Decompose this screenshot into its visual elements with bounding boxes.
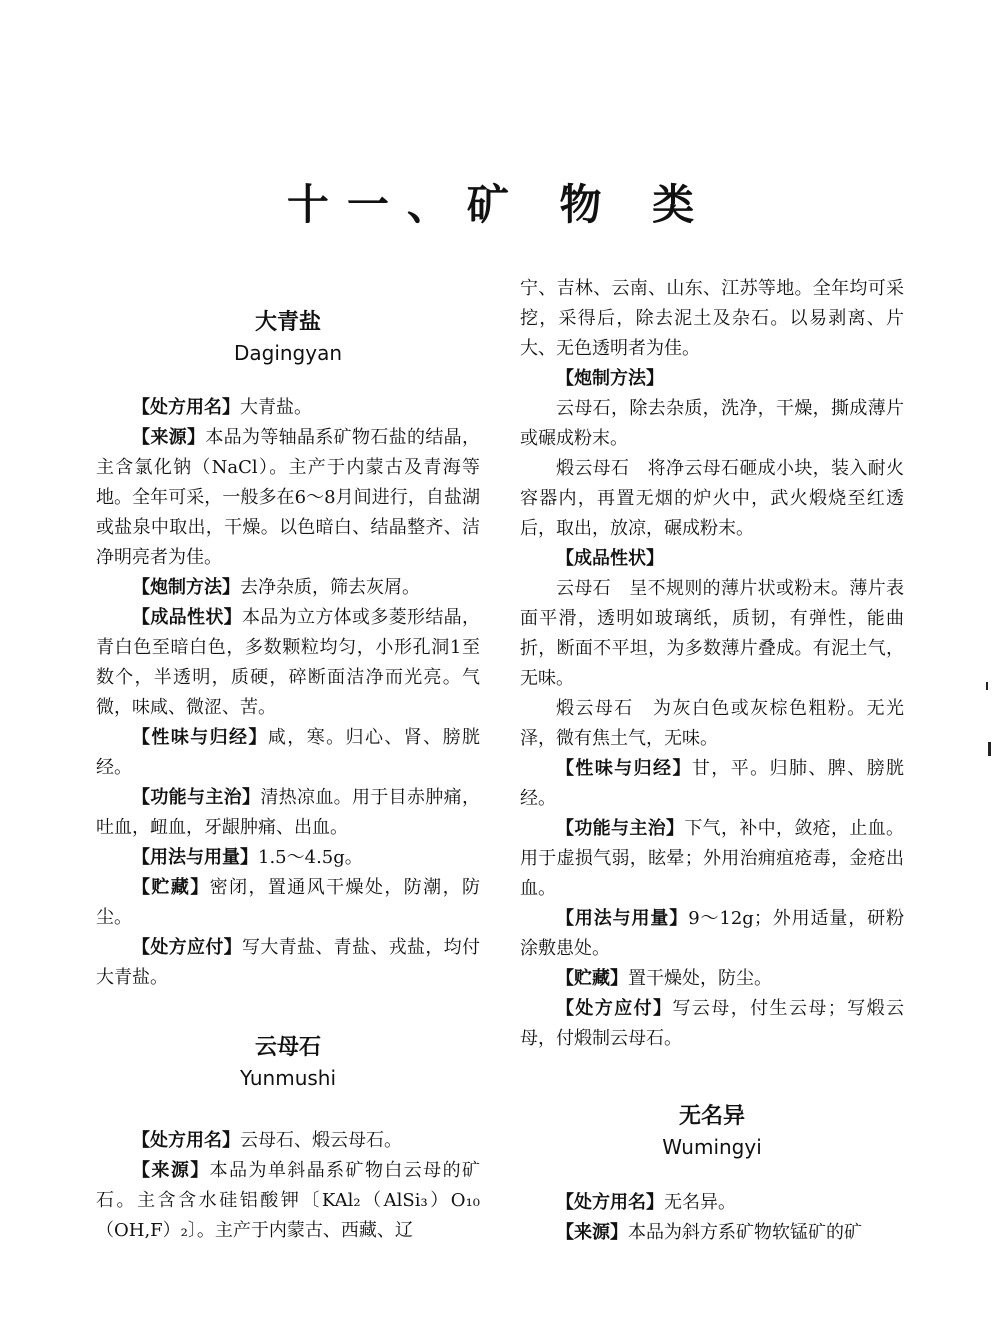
section-label: 【来源】 — [556, 1222, 628, 1243]
scan-mark — [986, 682, 988, 690]
section-text: 本品为等轴晶系矿物石盐的结晶，主含氯化钠（NaCl）。主产于内蒙古及青海等地。全年可采，一般多在6～8月间进行，自盐湖或盐泉中取出，干燥。以色暗白、结晶整齐、洁净明亮者为佳。 — [96, 427, 481, 568]
section-label: 【成品性状】 — [132, 607, 242, 628]
entry-body-dagingyan — [96, 393, 480, 993]
entry-heading-wumingyi — [520, 1102, 904, 1162]
entry-name-cn: 无名异 — [678, 1104, 745, 1129]
section-label: 【性味与归经】 — [556, 758, 692, 779]
paragraph — [520, 754, 904, 814]
section-text: 写云母，付生云母；写煅云母，付煅制云母石。 — [520, 998, 905, 1049]
section-text: 无名异。 — [664, 1192, 736, 1213]
paragraph — [96, 783, 480, 843]
paragraph: 云母石 呈不规则的薄片状或粉末。薄片表面平滑，透明如玻璃纸，质韧，有弹性，能曲折，断面不平坦，为多数薄片叠成。有泥土气，无味。 — [520, 578, 904, 689]
section-label: 【炮制方法】 — [556, 368, 664, 389]
entry-body-yunmushi-continued — [520, 274, 904, 1054]
scan-mark — [988, 742, 991, 756]
section-label: 【炮制方法】 — [132, 577, 240, 598]
paragraph: 云母石，除去杂质，洗净，干燥，撕成薄片或碾成粉末。 — [520, 398, 904, 449]
paragraph — [520, 1188, 904, 1218]
entry-name-pinyin: Dagingyan — [233, 341, 343, 365]
paragraph — [520, 964, 904, 994]
paragraph — [520, 1218, 904, 1248]
section-label: 【用法与用量】 — [132, 847, 258, 868]
section-label: 【来源】 — [132, 1160, 210, 1181]
paragraph — [96, 1126, 480, 1156]
chapter-title: 十一、矿 物 类 — [286, 180, 713, 229]
section-text: 本品为立方体或多菱形结晶，青白色至暗白色，多数颗粒均匀，小形孔洞1至数个，半透明，质硬，碎断面洁净而光亮。气微，味咸、微涩、苦。 — [96, 607, 480, 718]
entry-body-wumingyi — [520, 1188, 904, 1248]
section-text: 去净杂质，筛去灰屑。 — [240, 577, 420, 598]
section-label: 【功能与主治】 — [132, 787, 261, 808]
paragraph: 宁、吉林、云南、山东、江苏等地。全年均可采挖，采得后，除去泥土及杂石。以易剥离、片大、无色透明者为佳。 — [520, 278, 904, 359]
entry-heading-yunmushi — [96, 1033, 480, 1093]
section-text: 密闭，置通风干燥处，防潮，防尘。 — [96, 877, 481, 928]
section-text: 1.5～4.5g。 — [258, 847, 363, 868]
section-label: 【处方用名】 — [556, 1192, 664, 1213]
entry-name-pinyin: Yunmushi — [239, 1066, 337, 1090]
section-label: 【成品性状】 — [556, 548, 664, 569]
paragraph — [96, 393, 480, 423]
paragraph — [520, 904, 904, 964]
entry-heading-dagingyan — [96, 308, 480, 368]
section-text: 本品为斜方系矿物软锰矿的矿 — [628, 1222, 862, 1243]
paragraph: 煅云母石 为灰白色或灰棕色粗粉。无光泽，微有焦土气，无味。 — [520, 698, 904, 749]
section-text: 下气，补中，敛疮，止血。用于虚损气弱，眩晕；外用治痈疽疮毒，金疮出血。 — [520, 818, 905, 899]
paragraph — [520, 814, 904, 904]
section-text: 清热凉血。用于目赤肿痛，吐血，衄血，牙龈肿痛、出血。 — [96, 787, 481, 838]
section-text: 甘，平。归肺、脾、膀胱经。 — [520, 758, 905, 809]
section-label: 【功能与主治】 — [556, 818, 685, 839]
section-label: 【来源】 — [132, 427, 206, 448]
section-text: 写大青盐、青盐、戎盐，均付大青盐。 — [96, 937, 480, 988]
paragraph — [96, 933, 480, 993]
entry-name-pinyin: Wumingyi — [662, 1135, 762, 1159]
paragraph — [96, 843, 480, 873]
section-text: 云母石、煅云母石。 — [240, 1130, 402, 1151]
section-label: 【贮藏】 — [556, 968, 628, 989]
section-text: 9～12g；外用适量，研粉涂敷患处。 — [520, 908, 905, 959]
section-label: 【处方应付】 — [556, 998, 673, 1019]
entry-body-yunmushi — [96, 1126, 480, 1246]
paragraph: 煅云母石 将净云母石砸成小块，装入耐火容器内，再置无烟的炉火中，武火煅烧至红透后，取出，放凉，碾成粉末。 — [520, 458, 904, 539]
section-label: 【用法与用量】 — [556, 908, 689, 929]
entry-name-cn: 云母石 — [254, 1035, 321, 1060]
section-label: 【处方用名】 — [132, 1130, 240, 1151]
section-label: 【处方应付】 — [132, 937, 242, 958]
section-text: 置干燥处，防尘。 — [628, 968, 772, 989]
paragraph — [96, 423, 480, 573]
section-label: 【贮藏】 — [132, 877, 210, 898]
section-text: 大青盐。 — [240, 397, 312, 418]
section-label: 【性味与归经】 — [132, 727, 268, 748]
paragraph — [96, 1156, 480, 1246]
paragraph — [96, 873, 480, 933]
section-label: 【处方用名】 — [132, 397, 240, 418]
entry-name-cn: 大青盐 — [254, 310, 321, 335]
paragraph — [96, 603, 480, 723]
section-text: 本品为单斜晶系矿物白云母的矿石。主含含水硅铝酸钾〔KAl₂（AlSi₃）O₁₀（OH,F）₂〕。主产于内蒙古、西藏、辽 — [96, 1160, 481, 1241]
section-text: 咸，寒。归心、肾、膀胱经。 — [96, 727, 481, 778]
paragraph — [96, 573, 480, 603]
paragraph — [520, 994, 904, 1054]
paragraph — [96, 723, 480, 783]
